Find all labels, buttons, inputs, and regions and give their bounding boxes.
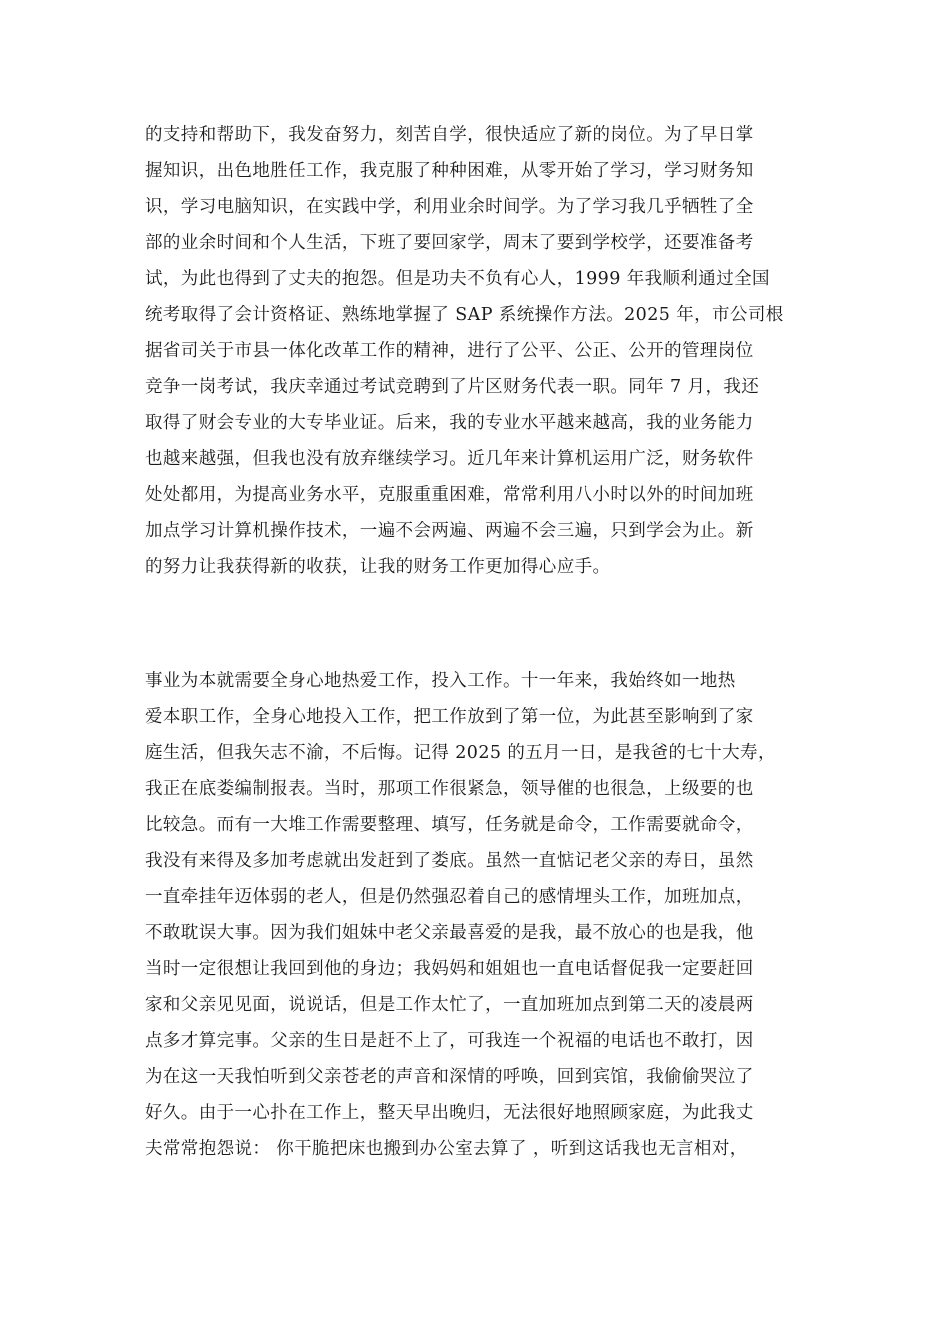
paragraph-line: 爱本职工作，全身心地投入工作，把工作放到了第一位，为此甚至影响到了家: [145, 707, 754, 727]
paragraph-line: 家和父亲见见面，说说话，但是工作太忙了，一直加班加点到第二天的凌晨两: [145, 995, 754, 1015]
paragraph-line: 握知识，出色地胜任工作，我克服了种种困难，从零开始了学习，学习财务知: [145, 161, 754, 181]
paragraph-line: 处处都用，为提高业务水平，克服重重困难，常常利用八小时以外的时间加班: [145, 485, 754, 505]
paragraph-line: 一直牵挂年迈体弱的老人，但是仍然强忍着自己的感情埋头工作，加班加点，: [145, 887, 754, 907]
paragraph-line: 庭生活，但我矢志不渝，不后悔。记得 2025 的五月一日，是我爸的七十大寿，: [145, 743, 776, 763]
paragraph-line: 的努力让我获得新的收获，让我的财务工作更加得心应手。: [145, 557, 611, 577]
paragraph-line: 我正在底娄编制报表。当时，那项工作很紧急，领导催的也很急，上级要的也: [145, 779, 754, 799]
paragraph-line: 加点学习计算机操作技术，一遍不会两遍、两遍不会三遍，只到学会为止。新: [145, 521, 754, 541]
paragraph-line: 部的业余时间和个人生活，下班了要回家学，周末了要到学校学，还要准备考: [145, 233, 754, 253]
paragraph-line: 点多才算完事。父亲的生日是赶不上了，可我连一个祝福的电话也不敢打，因: [145, 1031, 754, 1051]
paragraph-line: 竞争一岗考试，我庆幸通过考试竞聘到了片区财务代表一职。同年 7 月，我还: [145, 377, 760, 397]
paragraph-line: 事业为本就需要全身心地热爱工作，投入工作。十一年来，我始终如一地热: [145, 671, 736, 691]
paragraph-line: 取得了财会专业的大专毕业证。后来，我的专业水平越来越高，我的业务能力: [145, 413, 754, 433]
paragraph-line: 据省司关于市县一体化改革工作的精神，进行了公平、公正、公开的管理岗位: [145, 341, 754, 361]
paragraph-line: 识，学习电脑知识，在实践中学，利用业余时间学。为了学习我几乎牺牲了全: [145, 197, 754, 217]
paragraph-line: 试，为此也得到了丈夫的抱怨。但是功夫不负有心人，1999 年我顺利通过全国: [145, 269, 770, 289]
paragraph-line: 也越来越强，但我也没有放弃继续学习。近几年来计算机运用广泛，财务软件: [145, 449, 754, 469]
paragraph-line: 的支持和帮助下，我发奋努力，刻苦自学，很快适应了新的岗位。为了早日掌: [145, 125, 754, 145]
paragraph-line: 我没有来得及多加考虑就出发赶到了娄底。虽然一直惦记老父亲的寿日，虽然: [145, 851, 754, 871]
paragraph-line: 不敢耽误大事。因为我们姐妹中老父亲最喜爱的是我，最不放心的也是我，他: [145, 923, 754, 943]
paragraph-line: 比较急。而有一大堆工作需要整理、填写，任务就是命令，工作需要就命令，: [145, 815, 754, 835]
paragraph-line: 统考取得了会计资格证、熟练地掌握了 SAP 系统操作方法。2025 年，市公司根: [145, 305, 784, 325]
paragraph-line: 好久。由于一心扑在工作上，整天早出晚归，无法很好地照顾家庭，为此我丈: [145, 1103, 754, 1123]
paragraph-line: 当时一定很想让我回到他的身边；我妈妈和姐姐也一直电话督促我一定要赶回: [145, 959, 754, 979]
paragraph-line: 夫常常抱怨说： 你干脆把床也搬到办公室去算了 ，听到这话我也无言相对，: [145, 1139, 748, 1159]
paragraph-line: 为在这一天我怕听到父亲苍老的声音和深情的呼唤，回到宾馆，我偷偷哭泣了: [145, 1067, 754, 1087]
